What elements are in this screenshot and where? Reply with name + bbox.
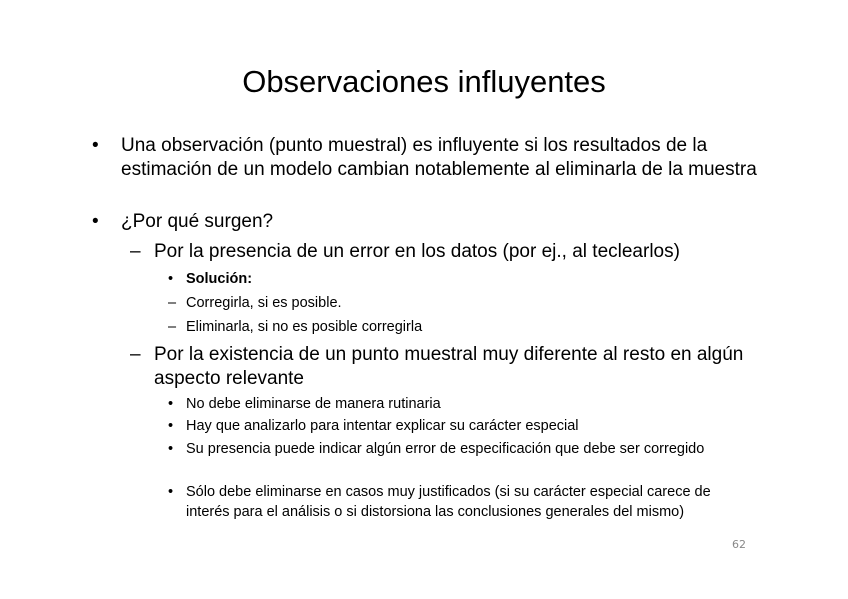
page-number: 62 xyxy=(732,538,746,551)
subbullet-different-point: Por la existencia de un punto muestral muy diferente al resto en algún aspecto relevante xyxy=(154,344,744,389)
bullet-marker: • xyxy=(168,418,174,434)
bullet-marker: • xyxy=(168,271,174,287)
subitem-not-routine: No debe eliminarse de manera rutinaria xyxy=(186,396,441,412)
subitem-justified-cases: Sólo debe eliminarse en casos muy justificados (si su carácter especial carece de interés para el análisis o si distorsiona las conclusiones generales del mismo) xyxy=(186,484,711,520)
bullet-marker: • xyxy=(92,135,99,156)
subbullet-data-error: Por la presencia de un error en los datos (por ej., al teclearlos) xyxy=(154,241,680,262)
dash-marker: – xyxy=(168,295,177,311)
bullet-why-arise: ¿Por qué surgen? xyxy=(121,211,274,232)
subitem-remove-it: Eliminarla, si no es posible corregirla xyxy=(186,319,423,335)
bullet-marker: • xyxy=(168,396,174,412)
subitem-correct-it: Corregirla, si es posible. xyxy=(186,295,342,311)
bullet-marker: • xyxy=(92,211,99,232)
dash-marker: – xyxy=(130,241,141,262)
bullet-influential-definition: Una observación (punto muestral) es influyente si los resultados de la estimación de un modelo cambian notablemente al eliminarla de la muestra xyxy=(121,135,757,180)
dash-marker: – xyxy=(168,319,177,335)
subitem-specification-error: Su presencia puede indicar algún error de especificación que debe ser corregido xyxy=(186,441,705,457)
dash-marker: – xyxy=(130,344,141,365)
subitem-solution: Solución: xyxy=(186,271,253,287)
bullet-marker: • xyxy=(168,484,174,500)
slide-title: Observaciones influyentes xyxy=(242,64,606,99)
subitem-analyze: Hay que analizarlo para intentar explicar su carácter especial xyxy=(186,418,579,434)
bullet-marker: • xyxy=(168,441,174,457)
